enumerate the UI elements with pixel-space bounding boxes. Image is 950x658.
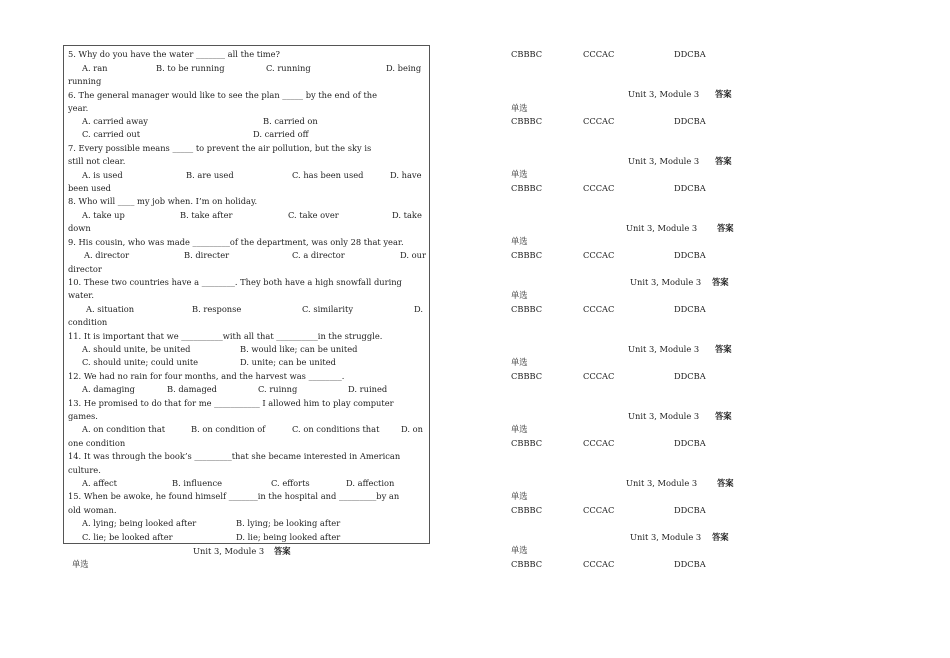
- question-8-stem: 8. Who will ____ my job when. I’m on holiday.: [68, 196, 258, 206]
- question-5-stem: 5. Why do you have the water _______ all the time?: [68, 49, 281, 59]
- option-c: C. similarity: [302, 304, 354, 314]
- answer-group-1: CBBBC: [511, 559, 543, 569]
- answer-group-3: DDCBA: [674, 371, 706, 381]
- option-a: A. director: [84, 250, 130, 260]
- question-14-options: [68, 478, 426, 489]
- question-15-options-2: [68, 532, 426, 543]
- option-a: A. ran: [82, 63, 108, 73]
- option-c: C. ruinng: [258, 384, 298, 394]
- answer-label: 答案: [717, 478, 734, 488]
- answer-label: 答案: [715, 411, 732, 421]
- option-b: B. take after: [180, 210, 233, 220]
- option-d: D. ruined: [348, 384, 388, 394]
- answer-group-2: CCCAC: [583, 505, 615, 515]
- answer-label: 答案: [712, 277, 729, 287]
- question-13-stem-cont: games.: [68, 411, 98, 421]
- option-d: D. carried off: [253, 129, 309, 139]
- option-a: A. carried away: [82, 116, 148, 126]
- option-c: C. efforts: [271, 478, 310, 488]
- question-6-stem-cont: year.: [68, 103, 89, 113]
- option-c: C. carried out: [82, 129, 141, 139]
- answer-title: Unit 3, Module 3: [193, 546, 265, 556]
- answer-group-2: CCCAC: [583, 250, 615, 260]
- answer-group-2: CCCAC: [583, 371, 615, 381]
- option-c: C. take over: [288, 210, 339, 220]
- option-b: B. carried on: [263, 116, 318, 126]
- answer-group-2: CCCAC: [583, 304, 615, 314]
- option-b: B. lying; be looking after: [236, 518, 341, 528]
- question-8-tail: down: [68, 223, 91, 233]
- question-9-options: [68, 250, 426, 261]
- question-5-tail: running: [68, 76, 102, 86]
- answer-group-2: CCCAC: [583, 438, 615, 448]
- question-7-options: [68, 170, 426, 181]
- question-15-stem-cont: old woman.: [68, 505, 117, 515]
- question-8-options: [68, 210, 426, 221]
- question-13-stem: 13. He promised to do that for me ___________ I allowed him to play computer: [68, 398, 394, 408]
- answer-label: 答案: [717, 223, 734, 233]
- option-a: A. take up: [82, 210, 125, 220]
- question-12-options: [68, 384, 426, 395]
- option-a: A. lying; being looked after: [82, 518, 197, 528]
- option-a: A. situation: [86, 304, 135, 314]
- question-6-options: [68, 116, 426, 127]
- option-b: B. are used: [186, 170, 234, 180]
- answer-title: Unit 3, Module 3: [628, 156, 700, 166]
- question-15-stem: 15. When be awoke, he found himself _______in the hospital and _________by an: [68, 491, 400, 501]
- answer-title: Unit 3, Module 3: [630, 277, 702, 287]
- section-label: 单选: [511, 357, 528, 367]
- question-9-tail: director: [68, 264, 102, 274]
- question-12-stem: 12. We had no rain for four months, and the harvest was ________.: [68, 371, 345, 381]
- option-c: C. a director: [292, 250, 345, 260]
- option-b: B. on condition of: [191, 424, 266, 434]
- question-11-stem: 11. It is important that we __________with all that __________in the struggle.: [68, 331, 383, 341]
- option-b: B. damaged: [167, 384, 217, 394]
- answer-group-1: CBBBC: [511, 183, 543, 193]
- section-label: 单选: [511, 545, 528, 555]
- question-10-stem-cont: water.: [68, 290, 94, 300]
- answer-group-1: CBBBC: [511, 49, 543, 59]
- section-label: 单选: [511, 169, 528, 179]
- option-d: D. being: [386, 63, 422, 73]
- option-d: D. on: [401, 424, 423, 434]
- answer-group-1: CBBBC: [511, 304, 543, 314]
- answer-group-3: DDCBA: [674, 304, 706, 314]
- question-10-stem: 10. These two countries have a ________. They both have a high snowfall during: [68, 277, 402, 287]
- answer-title: Unit 3, Module 3: [626, 223, 698, 233]
- question-10-tail: condition: [68, 317, 108, 327]
- question-15-options: [68, 518, 426, 529]
- answer-title: Unit 3, Module 3: [628, 411, 700, 421]
- option-a: A. on condition that: [82, 424, 166, 434]
- answer-group-3: DDCBA: [674, 116, 706, 126]
- option-c: C. on conditions that: [292, 424, 380, 434]
- question-13-tail: one condition: [68, 438, 126, 448]
- answer-label: 答案: [715, 344, 732, 354]
- answer-group-1: CBBBC: [511, 371, 543, 381]
- question-11-options: [68, 344, 426, 355]
- answer-label: 答案: [712, 532, 729, 542]
- section-label: 单选: [511, 103, 528, 113]
- answer-title: Unit 3, Module 3: [626, 478, 698, 488]
- option-a: A. affect: [82, 478, 117, 488]
- section-label: 单选: [511, 491, 528, 501]
- option-c: C. should unite; could unite: [82, 357, 199, 367]
- section-label: 单选: [511, 424, 528, 434]
- answer-group-3: DDCBA: [674, 49, 706, 59]
- answer-group-2: CCCAC: [583, 49, 615, 59]
- section-label: 单选: [511, 236, 528, 246]
- answer-group-2: CCCAC: [583, 559, 615, 569]
- option-d: D. lie; being looked after: [236, 532, 341, 542]
- option-b: B. influence: [172, 478, 223, 488]
- question-13-options: [68, 424, 426, 435]
- answer-label: 答案: [715, 156, 732, 166]
- answer-title: Unit 3, Module 3: [628, 344, 700, 354]
- answer-title: Unit 3, Module 3: [628, 89, 700, 99]
- answer-group-1: CBBBC: [511, 250, 543, 260]
- question-9-stem: 9. His cousin, who was made _________of the department, was only 28 that year.: [68, 237, 404, 247]
- option-d: D. take: [392, 210, 422, 220]
- question-5-options: [68, 63, 426, 74]
- option-b: B. to be running: [156, 63, 225, 73]
- question-11-options-2: [68, 357, 426, 368]
- answer-group-1: CBBBC: [511, 116, 543, 126]
- question-7-stem-cont: still not clear.: [68, 156, 126, 166]
- option-a: A. is used: [82, 170, 123, 180]
- option-d: D.: [414, 304, 423, 314]
- question-7-tail: been used: [68, 183, 111, 193]
- question-10-options: [68, 304, 426, 315]
- answer-group-1: CBBBC: [511, 438, 543, 448]
- option-b: B. would like; can be united: [240, 344, 358, 354]
- answer-group-2: CCCAC: [583, 116, 615, 126]
- answer-group-3: DDCBA: [674, 183, 706, 193]
- question-14-stem: 14. It was through the book’s _________that she became interested in American: [68, 451, 401, 461]
- option-a: A. should unite, be united: [82, 344, 191, 354]
- section-label: 单选: [511, 290, 528, 300]
- answer-group-3: DDCBA: [674, 559, 706, 569]
- answer-group-3: DDCBA: [674, 250, 706, 260]
- answer-group-3: DDCBA: [674, 438, 706, 448]
- option-a: A. damaging: [82, 384, 135, 394]
- option-d: D. have: [390, 170, 422, 180]
- option-c: C. running: [266, 63, 311, 73]
- question-7-stem: 7. Every possible means _____ to prevent the air pollution, but the sky is: [68, 143, 372, 153]
- option-c: C. lie; be looked after: [82, 532, 173, 542]
- option-d: D. unite; can be united: [240, 357, 336, 367]
- answer-label: 答案: [274, 546, 291, 556]
- option-b: B. directer: [184, 250, 230, 260]
- option-b: B. response: [192, 304, 242, 314]
- answer-group-3: DDCBA: [674, 505, 706, 515]
- question-14-stem-cont: culture.: [68, 465, 101, 475]
- option-d: D. affection: [346, 478, 395, 488]
- question-6-stem: 6. The general manager would like to see the plan _____ by the end of the: [68, 90, 378, 100]
- answer-group-1: CBBBC: [511, 505, 543, 515]
- answer-label: 答案: [715, 89, 732, 99]
- option-d: D. our: [400, 250, 426, 260]
- question-6-options-2: [68, 129, 426, 140]
- answer-title: Unit 3, Module 3: [630, 532, 702, 542]
- option-c: C. has been used: [292, 170, 364, 180]
- answer-group-2: CCCAC: [583, 183, 615, 193]
- section-label: 单选: [72, 559, 89, 569]
